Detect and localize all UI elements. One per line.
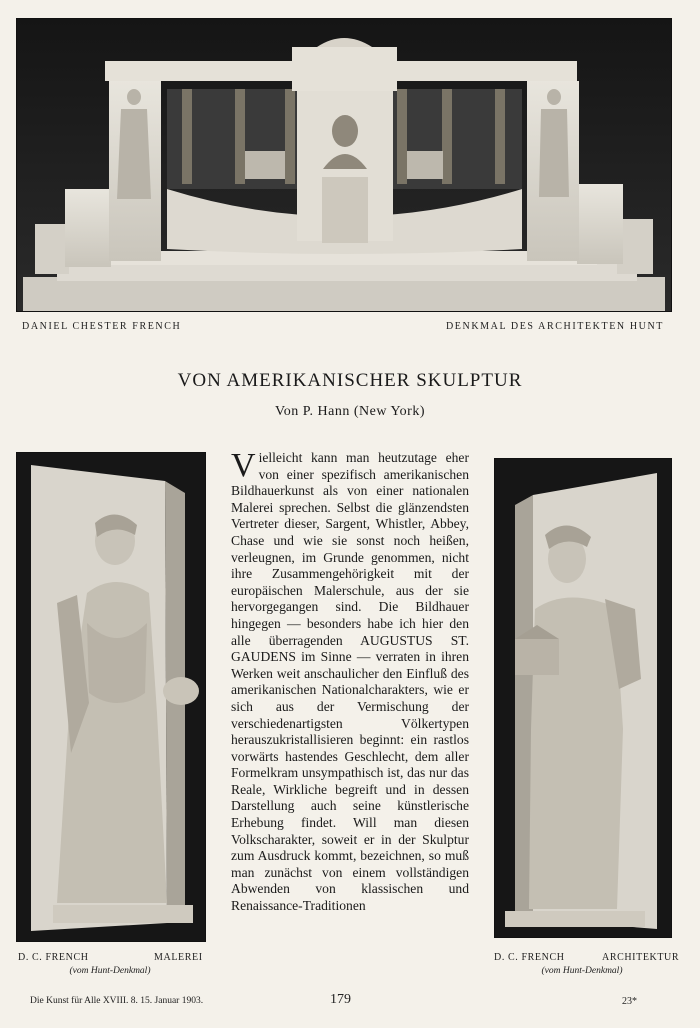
drop-cap: V — [231, 447, 256, 484]
footer-page-number: 179 — [330, 992, 351, 1007]
article-title: VON AMERIKANISCHER SKULPTUR — [177, 370, 523, 391]
statue-architecture-photo — [494, 458, 672, 938]
fig-right-note: (vom Hunt-Denkmal) — [541, 966, 623, 976]
fig-left-note: (vom Hunt-Denkmal) — [69, 966, 151, 976]
monument-photo — [16, 18, 672, 312]
fig-left-artist: D. C. FRENCH — [18, 952, 89, 963]
fig-left-work: MALEREI — [154, 952, 203, 963]
footer-signature: 23* — [622, 996, 637, 1007]
fig-right-work: ARCHITEKTUR — [602, 952, 680, 963]
article-body-text: ielleicht kann man heutzutage eher von einer spezifisch amerikanischen Bildhauerkunst als von einer nationalen Malerei sprechen. Selbst die glänzendsten Vertreter dieser, Sargent, Whistler, Abbey, Chase und wie sie sonst noch heißen, verleugnen, im Grunde genommen, nicht ihre Zusammengehörigkeit mit der europäischen Malerschule, aus der sie hervorgegangen sind. Die Bildhauer hingegen — besonders habe ich hier den alle überragenden AUGUSTUS ST. GAUDENS im Sinne — verraten in ihren Werken weit anschaulicher den Einfluß des amerikanischen Nationalcharakters, wie er sich aus der Vermischung der verschiedenartigsten Völkertypen herauszukristallisieren beginnt: ein rastlos vorwärts hastendes Geschlecht, dem aller Formelkram unsympathisch ist, das nur das Reale, Wirkliche begreift und in dessen Darstellung auch seine künstlerische Erhebung findet. Will man diesen Volkscharakter, soweit er in der Skulptur zum Ausdruck kommt, bezeichnen, so muß man zunächst von einem vollständigen Abwenden von klassischen und Renaissance-Traditionen — [231, 450, 469, 914]
top-caption-right: DENKMAL DES ARCHITEKTEN HUNT — [445, 321, 664, 332]
top-caption-left: DANIEL CHESTER FRENCH — [22, 321, 182, 332]
article-body — [231, 447, 469, 915]
statue-painting-photo — [16, 452, 206, 942]
footer-journal: Die Kunst für Alle XVIII. 8. 15. Januar 1903. — [30, 996, 204, 1006]
article-byline: Von P. Hann (New York) — [275, 404, 425, 419]
fig-right-artist: D. C. FRENCH — [494, 952, 565, 963]
